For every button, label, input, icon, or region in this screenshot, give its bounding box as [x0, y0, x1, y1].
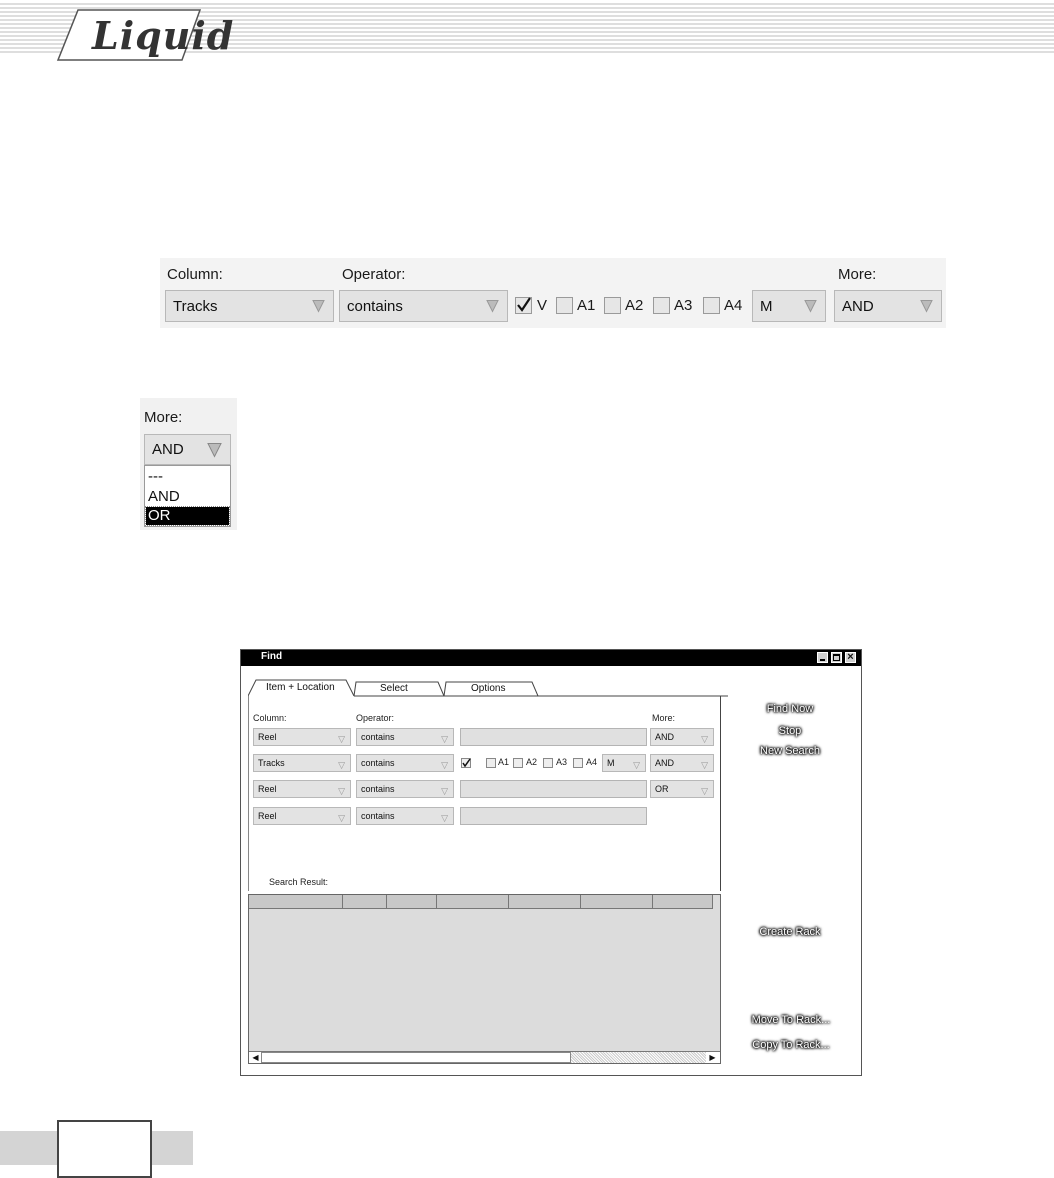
row1-column-select[interactable] — [253, 728, 351, 746]
track-a1-checkbox[interactable] — [556, 297, 573, 314]
row4-value-field[interactable] — [460, 807, 647, 825]
check-icon — [461, 758, 471, 768]
horizontal-scrollbar[interactable] — [249, 1051, 720, 1063]
chevron-down-icon: ▽ — [441, 734, 448, 744]
operator-label: Operator: — [342, 266, 406, 283]
row3-operator-select[interactable] — [356, 780, 454, 798]
chevron-down-icon: ▽ — [338, 760, 345, 770]
tab-item-location[interactable]: Item + Location — [266, 682, 335, 693]
row3-column-value: Reel — [258, 784, 277, 794]
track-a3-checkbox[interactable] — [653, 297, 670, 314]
row2-track-a3-checkbox[interactable] — [543, 758, 553, 768]
column-header[interactable] — [581, 895, 653, 909]
track-a4-label: A4 — [724, 297, 743, 314]
scroll-thumb[interactable] — [261, 1052, 571, 1063]
row1-value-field[interactable] — [460, 728, 647, 746]
track-mode-select[interactable] — [752, 290, 826, 322]
copy-to-rack-button[interactable]: Copy To Rack... — [752, 1039, 830, 1051]
row2-column-value: Tracks — [258, 758, 285, 768]
operator-select[interactable] — [339, 290, 508, 322]
tab-options[interactable]: Options — [471, 683, 506, 694]
create-rack-button[interactable]: Create Rack — [759, 926, 821, 938]
row2-more-select[interactable] — [650, 754, 714, 772]
chevron-down-icon: ▽ — [338, 786, 345, 796]
row4-operator-value: contains — [361, 811, 395, 821]
chevron-down-icon — [312, 300, 325, 313]
dropdown-option-or[interactable]: OR — [146, 507, 229, 525]
more-label: More: — [838, 266, 877, 283]
row2-track-a1-label: A1 — [498, 757, 510, 767]
row3-operator-value: contains — [361, 784, 395, 794]
chevron-down-icon — [920, 300, 933, 313]
chevron-down-icon: ▽ — [633, 760, 640, 770]
more-select-value: AND — [842, 297, 874, 315]
operator-select-value: contains — [347, 297, 403, 315]
track-a3-label: A3 — [674, 297, 693, 314]
track-a2-label: A2 — [625, 297, 644, 314]
column-header[interactable] — [249, 895, 343, 909]
row2-track-a3-label: A3 — [556, 757, 568, 767]
chevron-down-icon: ▽ — [441, 813, 448, 823]
row4-column-select[interactable] — [253, 807, 351, 825]
row4-column-value: Reel — [258, 811, 277, 821]
row2-track-a2-label: A2 — [526, 757, 538, 767]
stop-button[interactable]: Stop — [778, 725, 802, 737]
row1-operator-value: contains — [361, 732, 395, 742]
find-more-label: More: — [652, 713, 676, 723]
row3-more-select[interactable] — [650, 780, 714, 798]
row2-track-a1-checkbox[interactable] — [486, 758, 496, 768]
column-select[interactable] — [165, 290, 334, 322]
row3-column-select[interactable] — [253, 780, 351, 798]
column-header[interactable] — [653, 895, 713, 909]
close-icon[interactable]: × — [845, 652, 856, 663]
dropdown-more-label: More: — [144, 409, 183, 426]
new-search-button[interactable]: New Search — [760, 745, 820, 757]
move-to-rack-button[interactable]: Move To Rack... — [751, 1014, 831, 1026]
track-a2-checkbox[interactable] — [604, 297, 621, 314]
track-v-label: V — [537, 297, 548, 314]
tab-select[interactable]: Select — [380, 683, 408, 694]
search-result-label: Search Result: — [269, 877, 329, 887]
find-column-label: Column: — [253, 713, 287, 723]
row2-track-a4-checkbox[interactable] — [573, 758, 583, 768]
column-label: Column: — [167, 266, 223, 283]
minimize-icon[interactable] — [817, 652, 828, 663]
dropdown-options-list — [144, 465, 231, 527]
chevron-down-icon: ▽ — [338, 813, 345, 823]
row2-column-select[interactable] — [253, 754, 351, 772]
row2-track-a4-label: A4 — [586, 757, 598, 767]
chevron-down-icon — [486, 300, 499, 313]
find-now-button[interactable]: Find Now — [766, 703, 814, 715]
row3-value-field[interactable] — [460, 780, 647, 798]
row2-track-a2-checkbox[interactable] — [513, 758, 523, 768]
row1-operator-select[interactable] — [356, 728, 454, 746]
row1-more-value: AND — [655, 732, 675, 742]
maximize-icon[interactable] — [831, 652, 842, 663]
column-header[interactable] — [437, 895, 509, 909]
row1-more-select[interactable] — [650, 728, 714, 746]
chevron-down-icon: ▽ — [701, 734, 708, 744]
row4-operator-select[interactable] — [356, 807, 454, 825]
row2-mode-value: M — [607, 758, 615, 768]
row2-more-value: AND — [655, 758, 675, 768]
chevron-down-icon: ▽ — [701, 760, 708, 770]
row2-operator-value: contains — [361, 758, 395, 768]
more-select[interactable] — [834, 290, 942, 322]
chevron-down-icon: ▽ — [441, 786, 448, 796]
dropdown-more-select[interactable] — [144, 434, 231, 465]
find-window — [240, 649, 862, 1076]
dropdown-option-and[interactable]: AND — [148, 488, 180, 505]
chevron-down-icon: ▽ — [441, 760, 448, 770]
row2-mode-select[interactable] — [602, 754, 646, 772]
track-a1-label: A1 — [577, 297, 596, 314]
row3-more-value: OR — [655, 784, 669, 794]
brand-logo: Liquid — [92, 13, 235, 58]
scroll-track[interactable] — [571, 1052, 706, 1063]
row2-operator-select[interactable] — [356, 754, 454, 772]
track-mode-value: M — [760, 297, 773, 315]
check-icon — [515, 296, 532, 313]
chevron-down-icon — [207, 442, 222, 457]
find-operator-label: Operator: — [356, 713, 395, 723]
column-header[interactable] — [387, 895, 437, 909]
scroll-left-icon[interactable]: ◀ — [252, 1053, 259, 1062]
column-header[interactable] — [343, 895, 387, 909]
chevron-down-icon: ▽ — [338, 734, 345, 744]
dropdown-option-none[interactable]: --- — [148, 468, 163, 485]
chevron-down-icon — [804, 300, 817, 313]
row2-track-v-checkbox[interactable] — [461, 758, 471, 768]
chevron-down-icon: ▽ — [701, 786, 708, 796]
window-titlebar — [241, 650, 861, 666]
page-number-box — [57, 1120, 152, 1178]
track-v-checkbox[interactable] — [515, 297, 532, 314]
row1-column-value: Reel — [258, 732, 277, 742]
dropdown-more-value: AND — [152, 441, 184, 458]
column-select-value: Tracks — [173, 297, 218, 315]
scroll-right-icon[interactable]: ▶ — [709, 1053, 716, 1062]
column-header[interactable] — [509, 895, 581, 909]
track-a4-checkbox[interactable] — [703, 297, 720, 314]
window-title: Find — [261, 651, 283, 662]
search-result-table — [248, 894, 721, 1064]
